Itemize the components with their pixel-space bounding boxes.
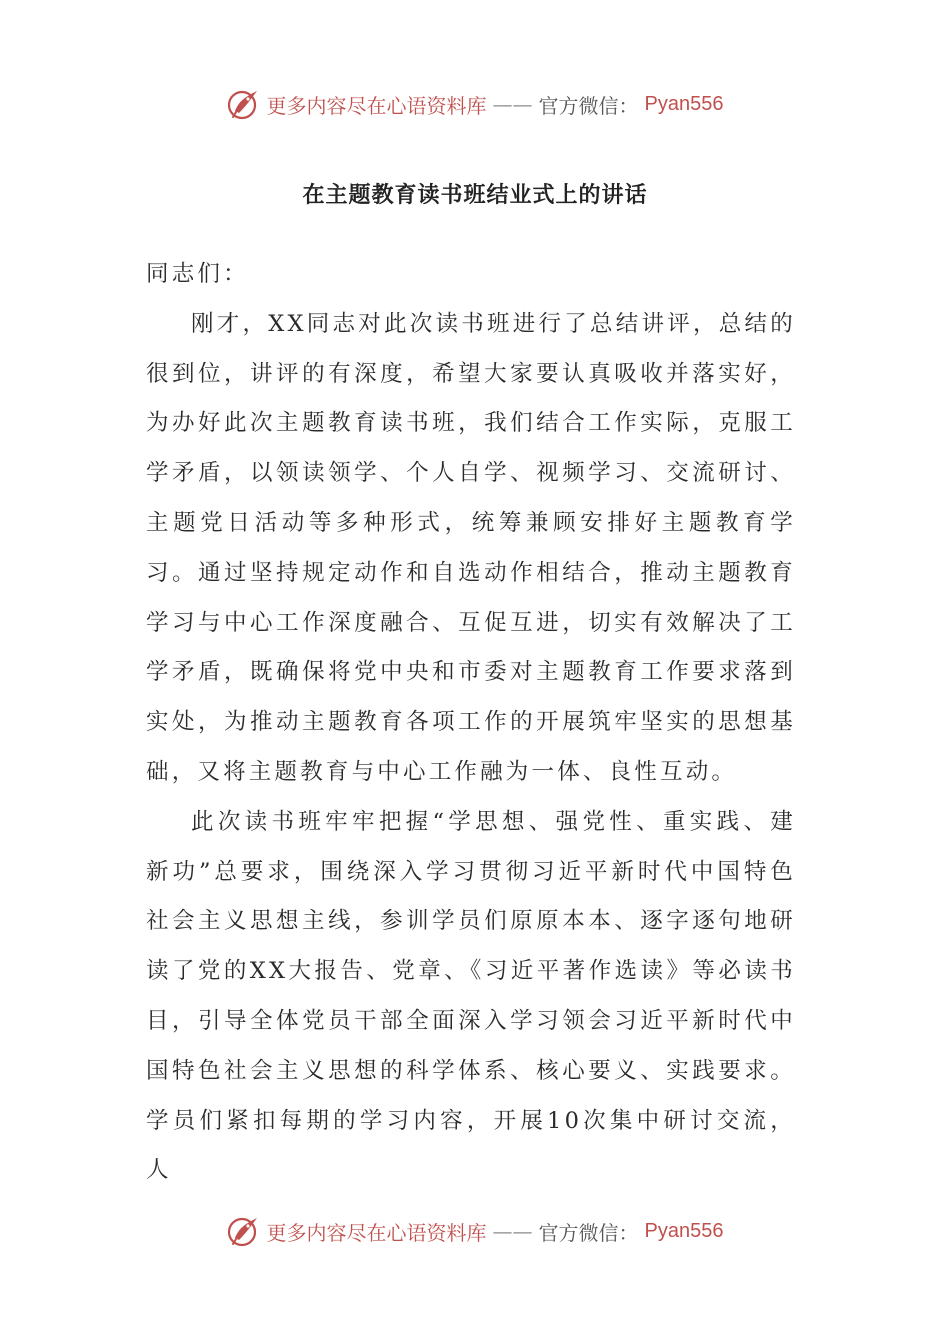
document-body bbox=[146, 250, 796, 1196]
banner-wechat-id: Pyan556 bbox=[644, 92, 724, 115]
banner-label: 官方微信： bbox=[538, 93, 639, 118]
pen-logo-icon bbox=[227, 1214, 261, 1248]
salutation: 同志们： bbox=[146, 261, 249, 287]
banner-wechat-id: Pyan556 bbox=[644, 1219, 724, 1242]
banner-brand: 更多内容尽在心语资料库 bbox=[266, 1220, 487, 1245]
banner-brand: 更多内容尽在心语资料库 bbox=[266, 93, 487, 118]
banner-label: 官方微信： bbox=[538, 1220, 639, 1245]
document-title: 在主题教育读书班结业式上的讲话 bbox=[302, 183, 648, 208]
footer-banner bbox=[0, 1211, 950, 1251]
banner-separator: —— bbox=[492, 1219, 533, 1243]
banner-separator: —— bbox=[492, 92, 533, 116]
header-banner bbox=[0, 84, 950, 124]
paragraph: 刚才，XX同志对此次读书班进行了总结讲评，总结的很到位，讲评的有深度，希望大家要认真吸收并落实好，为办好此次主题教育读书班，我们结合工作实际，克服工学矛盾，以领读领学、个人自学、视频学习、交流研讨、主题党日活动等多种形式，统筹兼顾安排好主题教育学习。通过坚持规定动作和自选动作相结合，推动主题教育学习与中心工作深度融合、互促互进，切实有效解决了工学矛盾，既确保将党中央和市委对主题教育工作要求落到实处，为推动主题教育各项工作的开展筑牢坚实的思想基础，又将主题教育与中心工作融为一体、良性互动。 bbox=[146, 310, 796, 785]
pen-logo-icon bbox=[227, 87, 261, 121]
paragraph: 此次读书班牢牢把握“学思想、强党性、重实践、建新功”总要求，围绕深入学习贯彻习近平新时代中国特色社会主义思想主线，参训学员们原原本本、逐字逐句地研读了党的XX大报告、党章、《习近平著作选读》等必读书目，引导全体党员干部全面深入学习领会习近平新时代中国特色社会主义思想的科学体系、核心要义、实践要求。学员们紧扣每期的学习内容，开展10次集中研讨交流，人 bbox=[146, 808, 796, 1184]
